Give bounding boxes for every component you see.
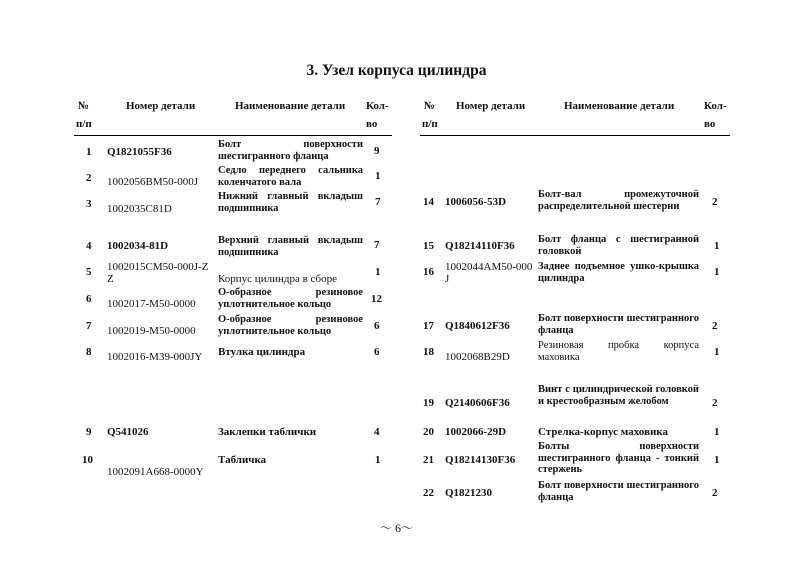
table-row-part: Q2140606F36	[445, 397, 510, 409]
table-row-qty: 1	[375, 170, 381, 182]
table-row-name: Стрелка-корпус маховика	[538, 426, 668, 438]
right-header-rule	[420, 135, 730, 136]
table-row-name: Болт-вал промежуточной распределительной шестерни	[538, 189, 699, 212]
table-row-qty: 2	[712, 320, 718, 332]
table-row-part: 1002019-M50-0000	[107, 325, 196, 337]
right-header-no-1: №	[424, 100, 436, 112]
table-row-qty: 6	[374, 346, 380, 358]
table-row-no: 14	[423, 196, 434, 208]
right-header-part-name: Наименование детали	[564, 100, 675, 112]
table-row-qty: 1	[714, 346, 720, 358]
table-row-no: 8	[86, 346, 92, 358]
table-row-qty: 2	[712, 397, 718, 409]
table-row-part: 1002044AM50-000J	[445, 261, 533, 285]
right-header-qty-2: во	[704, 118, 716, 130]
table-row-no: 15	[423, 240, 434, 252]
table-row-qty: 1	[375, 266, 381, 278]
table-row-part: 1002034-81D	[107, 240, 169, 252]
table-row-qty: 1	[714, 266, 720, 278]
table-row-no: 3	[86, 198, 92, 210]
page-title: 3. Узел корпуса цилиндра	[306, 62, 487, 79]
table-row-no: 10	[82, 454, 93, 466]
page-number: ～ 6～	[379, 521, 413, 535]
table-row-part: Q1840612F36	[445, 320, 510, 332]
left-header-qty-1: Кол-	[366, 100, 389, 112]
table-row-no: 6	[86, 293, 92, 305]
table-row-qty: 1	[714, 454, 720, 466]
left-header-rule	[74, 135, 392, 136]
table-row-qty: 7	[374, 239, 380, 251]
table-row-no: 4	[86, 240, 92, 252]
table-row-name: Болт поверхности шестигранного фланца	[538, 313, 699, 336]
table-row-qty: 1	[375, 454, 381, 466]
table-row-part: 1002035C81D	[107, 203, 172, 215]
table-row-part: Q1821055F36	[107, 146, 172, 158]
table-row-no: 1	[86, 146, 92, 158]
table-row-no: 22	[423, 487, 434, 499]
table-row-name: Болт поверхности шестигранного фланца	[218, 139, 363, 162]
table-row-part: 1002016-M39-000JY	[107, 351, 203, 363]
table-row-no: 19	[423, 397, 434, 409]
table-row-qty: 4	[374, 426, 380, 438]
table-row-qty: 2	[712, 196, 718, 208]
table-row-part: Q18214110F36	[445, 240, 515, 252]
table-row-part: 1002056BM50-000J	[107, 176, 199, 188]
table-row-part: 1002015CM50-000J-ZZ	[107, 261, 209, 285]
table-row-name: Резиновая пробка корпуса маховика	[538, 340, 699, 363]
table-row-name: Нижний главный вкладыш подшипника	[218, 191, 363, 214]
table-row-name: Винт с цилиндрической головкой и крестообразным желобом	[538, 384, 699, 407]
table-row-part: Q18214130F36	[445, 454, 516, 466]
left-header-part-number: Номер детали	[126, 100, 196, 112]
left-header-qty-2: во	[366, 118, 378, 130]
table-row-no: 17	[423, 320, 434, 332]
table-row-part: Q1821230	[445, 487, 493, 499]
table-row-name: О-образное резиновое уплотнительное кольцо	[218, 314, 363, 337]
table-row-no: 9	[86, 426, 92, 438]
table-row-part: 1002068B29D	[445, 351, 510, 363]
table-row-qty: 9	[374, 145, 380, 157]
table-row-part: Q541026	[107, 426, 149, 438]
table-row-no: 20	[423, 426, 434, 438]
table-row-no: 16	[423, 266, 434, 278]
table-row-no: 2	[86, 172, 92, 184]
left-header-no-1: №	[78, 100, 90, 112]
left-header-no-2: п/п	[76, 118, 92, 130]
right-header-part-number: Номер детали	[456, 100, 526, 112]
right-header-no-2: п/п	[422, 118, 438, 130]
table-row-qty: 7	[375, 196, 381, 208]
table-row-part: 1002017-M50-0000	[107, 298, 196, 310]
table-row-name: Верхний главный вкладыш подшипника	[218, 235, 363, 258]
table-row-name: Втулка цилиндра	[218, 346, 306, 358]
table-row-qty: 1	[714, 426, 720, 438]
table-row-name: Табличка	[218, 454, 267, 466]
left-header-part-name: Наименование детали	[235, 100, 346, 112]
table-row-no: 5	[86, 266, 92, 278]
right-header-qty-1: Кол-	[704, 100, 727, 112]
table-row-name: Болт поверхности шестигранного фланца	[538, 480, 699, 503]
table-row-qty: 2	[712, 487, 718, 499]
table-row-part: 1006056-53D	[445, 196, 507, 208]
table-row-no: 18	[423, 346, 434, 358]
table-row-no: 21	[423, 454, 434, 466]
table-row-part: 1002066-29D	[445, 426, 507, 438]
table-row-part: 1002091A668-0000Y	[107, 466, 204, 478]
table-row-name: О-образное резиновое уплотнительное кольцо	[218, 287, 363, 310]
table-row-name: Заднее подъемное ушко-крышка цилиндра	[538, 261, 699, 284]
table-row-qty: 1	[714, 240, 720, 252]
table-row-no: 7	[86, 320, 92, 332]
table-row-name: Болты поверхности шестигранного фланца - тонкий стержень	[538, 441, 699, 475]
table-row-name: Болт фланца с шестигранной головкой	[538, 234, 699, 257]
table-row-name: Заклепки таблички	[218, 426, 317, 438]
table-row-qty: 12	[371, 293, 382, 305]
table-row-qty: 6	[374, 320, 380, 332]
table-row-name: Корпус цилиндра в сборе	[218, 273, 338, 285]
table-row-name: Седло переднего сальника коленчатого вала	[218, 165, 363, 188]
